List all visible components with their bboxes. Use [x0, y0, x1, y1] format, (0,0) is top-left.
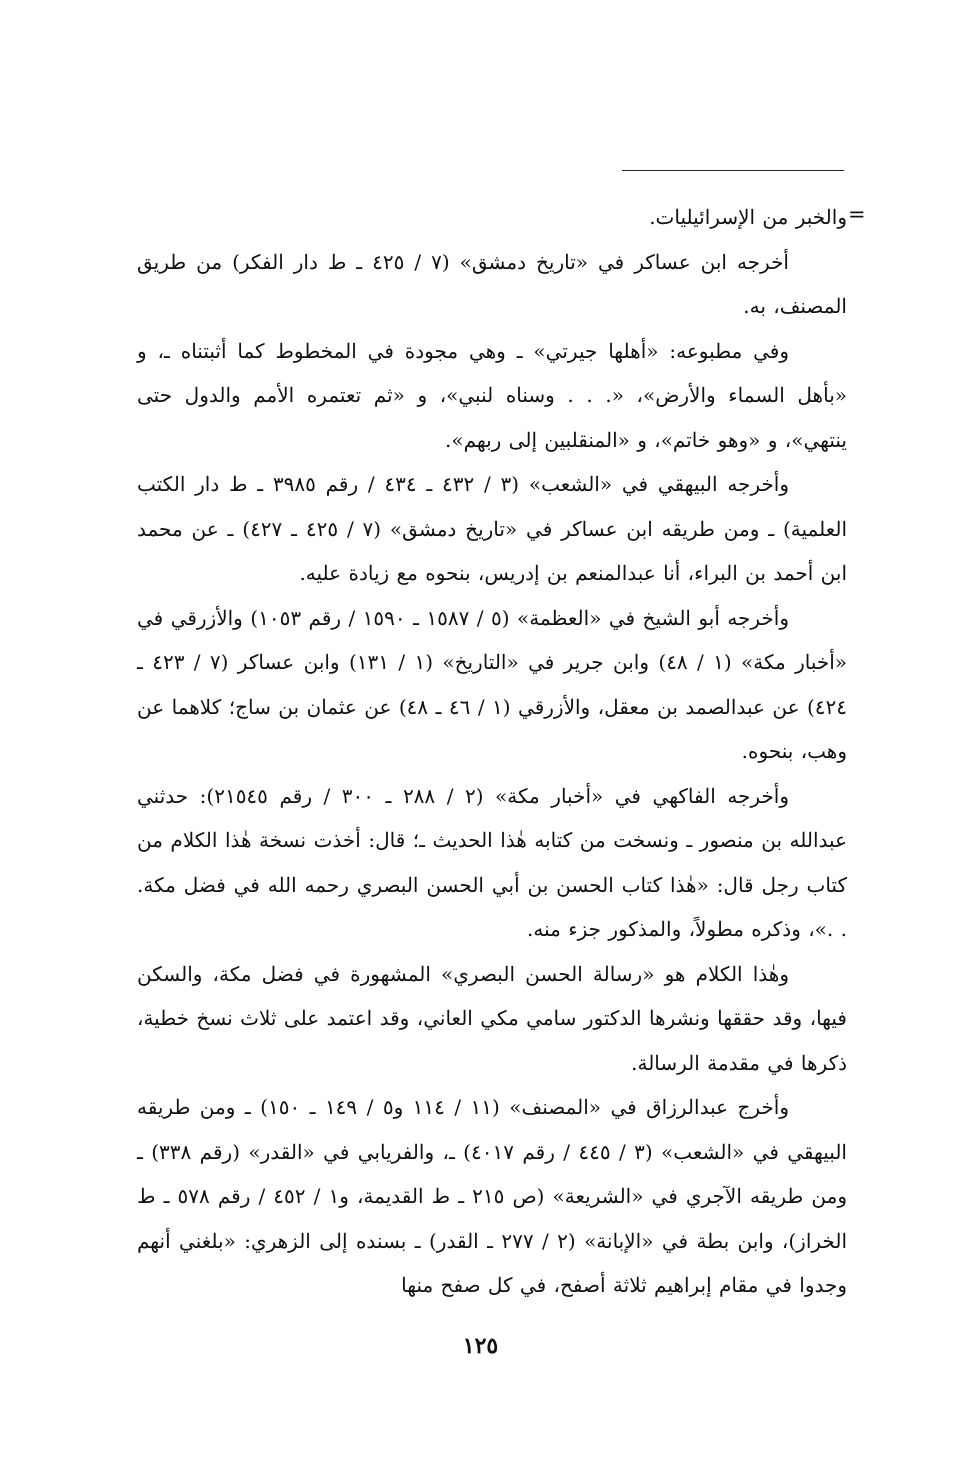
- footnote-separator-rule: [622, 170, 844, 171]
- paragraph-7: وهٰذا الكلام هو «رسالة الحسن البصري» المشهورة في فضل مكة، والسكن فيها، وقد حققها ونشرها الدكتور سامي مكي العاني، وقد اعتمد على ثلاث نسخ خطية، ذكرها في مقدمة الرسالة.: [137, 961, 847, 1075]
- paragraph-6: وأخرجه الفاكهي في «أخبار مكة» (٢ / ٢٨٨ ـ ٣٠٠ / رقم ٢١٥٤٥): حدثني عبدالله بن منصور ـ ونسخت من كتابه هٰذا الحديث ـ؛ قال: أخذت نسخة هٰذا الكلام من كتاب رجل قال: «هٰذا كتاب الحسن بن أبي الحسن البصري رحمه الله في فضل مكة. . .»، وذكره مطولاً، والمذكور جزء منه.: [137, 783, 847, 941]
- paragraph-4: وأخرجه البيهقي في «الشعب» (٣ / ٤٣٢ ـ ٤٣٤ / رقم ٣٩٨٥ ـ ط دار الكتب العلمية) ـ ومن طريقه ابن عساكر في «تاريخ دمشق» (٧ / ٤٢٥ ـ ٤٢٧) ـ عن محمد ابن أحمد بن البراء، أنا عبدالمنعم بن إدريس، بنحوه مع زيادة عليه.: [137, 472, 847, 585]
- page-number: ١٢٥: [462, 1333, 499, 1359]
- paragraph-1: والخبر من الإسرائيليات.: [649, 205, 847, 229]
- footnote-body: [137, 195, 847, 1308]
- paragraph-8: وأخرج عبدالرزاق في «المصنف» (١١ / ١١٤ و٥ / ١٤٩ ـ ١٥٠) ـ ومن طريقه البيهقي في «الشعب» (٣ / ٤٤٥ / رقم ٤٠١٧) ـ، والفريابي في «القدر» (رقم ٣٣٨) ـ ومن طريقه الآجري في «الشريعة» (ص ٢١٥ ـ ط القديمة، و١ / ٤٥٢ / رقم ٥٧٨ ـ ط الخراز)، وابن بطة في «الإبانة» (٢ / ٢٧٧ ـ القدر) ـ بسنده إلى الزهري: «بلغني أنهم وجدوا في مقام إبراهيم ثلاثة أصفح، في كل صفح منها: [137, 1095, 848, 1297]
- paragraph-5: وأخرجه أبو الشيخ في «العظمة» (٥ / ١٥٨٧ ـ ١٥٩٠ / رقم ١٠٥٣) والأزرقي في «أخبار مكة» (١ / ٤٨) وابن جرير في «التاريخ» (١ / ١٣١) وابن عساكر (٧ / ٤٢٣ ـ ٤٢٤) عن عبدالصمد بن معقل، والأزرقي (١ / ٤٦ ـ ٤٨) عن عثمان بن ساج؛ كلاهما عن وهب، بنحوه.: [137, 605, 848, 763]
- footnote-continuation-mark: =: [848, 202, 866, 226]
- paragraph-3: وفي مطبوعه: «أهلها جيرتي» ـ وهي مجودة في المخطوط كما أثبتناه ـ، و «بأهل السماء والأرض»، «. . . وسناه لنبي»، و «ثم تعتمره الأمم والدول حتى ينتهي»، و «وهو خاتم»، و «المنقلبين إلى ربهم».: [137, 338, 847, 452]
- paragraph-2: أخرجه ابن عساكر في «تاريخ دمشق» (٧ / ٤٢٥ ـ ط دار الفكر) من طريق المصنف، به.: [137, 249, 847, 318]
